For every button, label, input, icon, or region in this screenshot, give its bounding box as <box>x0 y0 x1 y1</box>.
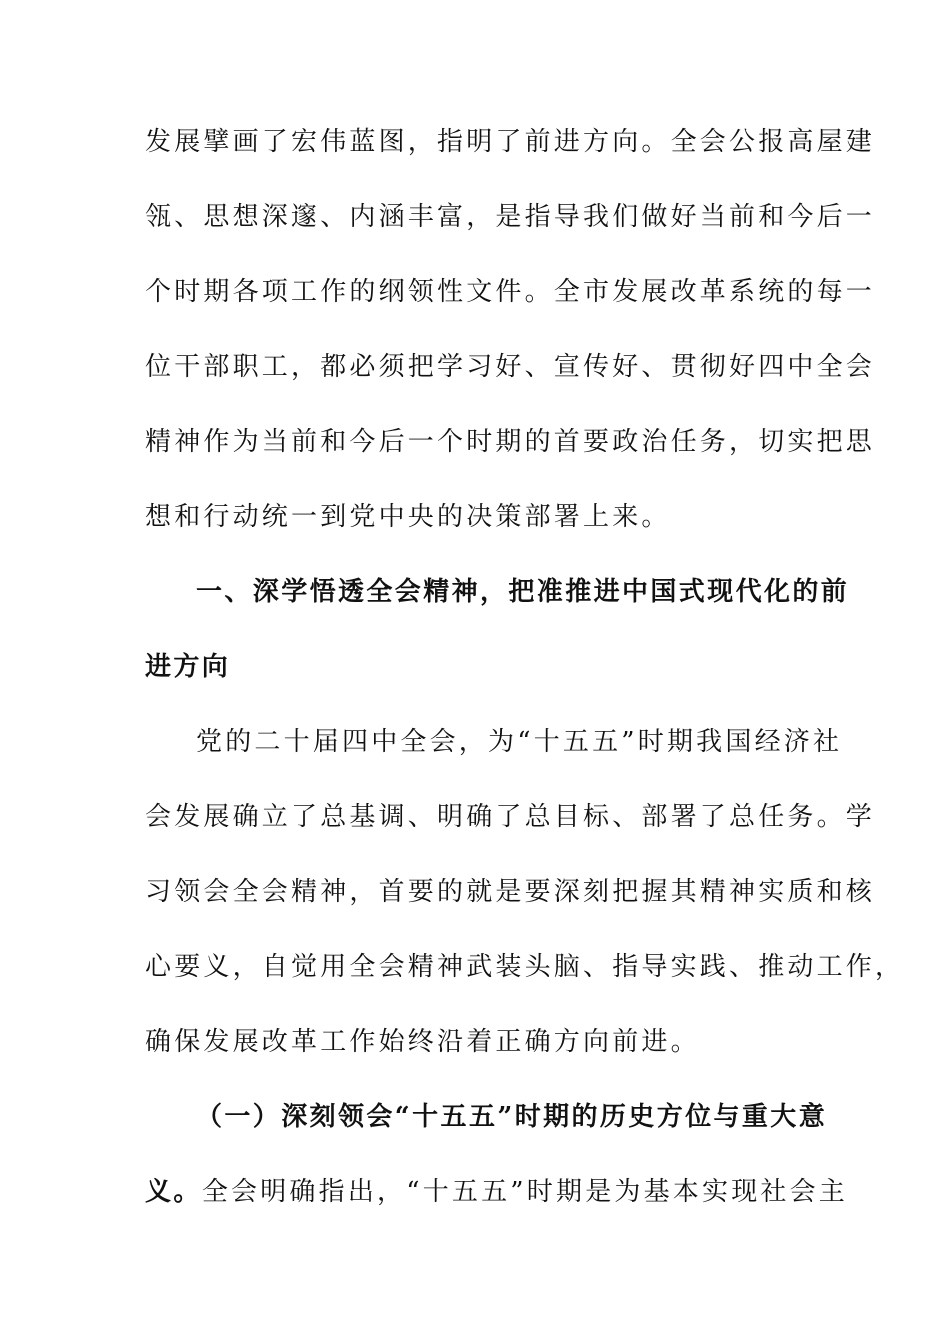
section-heading: 一、深学悟透全会精神，把准推进中国式现代化的前 <box>196 577 850 607</box>
paragraph-line: 位干部职工，都必须把学习好、宣传好、贯彻好四中全会 <box>145 352 876 382</box>
paragraph-line: 心要义，自觉用全会精神武装头脑、指导实践、推动工作， <box>145 952 905 982</box>
paragraph-line: 精神作为当前和今后一个时期的首要政治任务，切实把思 <box>145 427 876 457</box>
paragraph-line: 确保发展改革工作始终沿着正确方向前进。 <box>145 1027 700 1057</box>
section-heading-continued: 进方向 <box>145 652 231 682</box>
subsection-heading: （一）深刻领会“十五五”时期的历史方位与重大意 <box>196 1102 828 1132</box>
paragraph-line: 想和行动统一到党中央的决策部署上来。 <box>145 502 671 532</box>
paragraph-line: 习领会全会精神，首要的就是要深刻把握其精神实质和核 <box>145 877 876 907</box>
paragraph-line: 会发展确立了总基调、明确了总目标、部署了总任务。学 <box>145 802 876 832</box>
paragraph-line: 党的二十届四中全会，为“十五五”时期我国经济社 <box>196 727 843 757</box>
subsection-heading-end: 义。 <box>145 1177 202 1207</box>
paragraph-line: 瓴、思想深邃、内涵丰富，是指导我们做好当前和今后一 <box>145 202 876 232</box>
paragraph-line: 个时期各项工作的纲领性文件。全市发展改革系统的每一 <box>145 277 876 307</box>
paragraph-line <box>145 1172 848 1212</box>
paragraph-text: 全会明确指出，“十五五”时期是为基本实现社会主 <box>201 1177 848 1207</box>
paragraph-line: 发展擘画了宏伟蓝图，指明了前进方向。全会公报高屋建 <box>145 127 876 157</box>
